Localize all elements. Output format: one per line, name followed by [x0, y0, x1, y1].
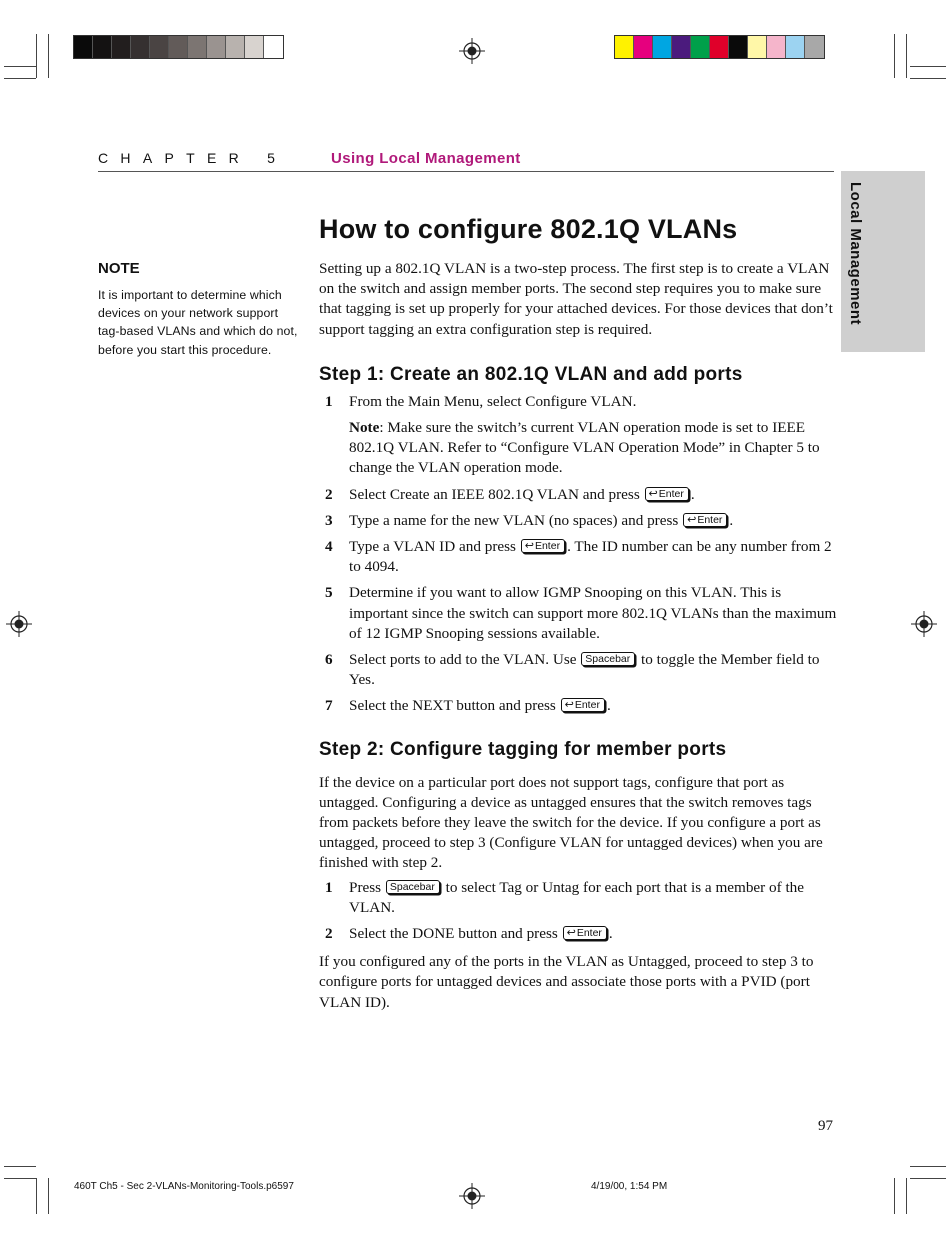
- registration-mark-icon: [6, 611, 32, 637]
- list-item: [319, 650, 837, 690]
- step-text: Select the NEXT button and press: [349, 697, 560, 715]
- registration-mark-icon: [459, 1183, 485, 1209]
- step-note: [349, 418, 837, 479]
- color-swatch: [615, 36, 634, 58]
- closing-paragraph: If you configured any of the ports in the VLAN as Untagged, proceed to step 3 to configure ports for untagged devices and associate those ports with a PVID (port VLAN ID).: [319, 953, 814, 1011]
- enter-key-icon: ↩Enter: [561, 698, 605, 712]
- note-body: : Make sure the switch’s current VLAN operation mode is set to IEEE 802.1Q VLAN. Refer to “Configure VLAN Operation Mode” in Chapter 5 to change the VLAN operation mode.: [349, 419, 820, 477]
- crop-mark: [910, 78, 946, 79]
- list-item: [319, 878, 837, 918]
- spacebar-key-icon: Spacebar: [386, 880, 440, 894]
- step-number: 6: [325, 651, 333, 669]
- step-text: Select Create an IEEE 802.1Q VLAN and press: [349, 485, 644, 503]
- step-number: 3: [325, 511, 333, 529]
- list-item: [319, 511, 837, 531]
- color-swatch: [112, 36, 131, 58]
- step-number: 2: [325, 485, 333, 503]
- step-text: . The ID number can be any number from 2 to 4094.: [349, 538, 832, 576]
- intro-paragraph: Setting up a 802.1Q VLAN is a two-step process. The first step is to create a VLAN on the switch and assign member ports. The second step requires you to make sure that tagging is set up properly for your attached devices. For those devices that don’t support tagging an extra configuration step is required.: [319, 260, 833, 338]
- list-item: [319, 537, 837, 577]
- step-number: 4: [325, 538, 333, 556]
- color-swatch: [188, 36, 207, 58]
- crop-mark: [906, 34, 907, 78]
- color-swatch: [226, 36, 245, 58]
- enter-key-icon: ↩Enter: [521, 539, 565, 553]
- color-swatch: [786, 36, 805, 58]
- crop-mark: [910, 1166, 946, 1167]
- step-text: Press: [349, 878, 385, 896]
- spacebar-key-icon: Spacebar: [581, 652, 635, 666]
- step-text: Select the DONE button and press: [349, 925, 562, 943]
- main-content: [319, 210, 837, 1013]
- chapter-title: Using Local Management: [331, 150, 521, 167]
- page-title: How to configure 802.1Q VLANs: [319, 214, 738, 244]
- step-number: 5: [325, 584, 333, 602]
- list-item: [319, 696, 837, 716]
- color-swatch: [672, 36, 691, 58]
- step-text: Determine if you want to allow IGMP Snooping on this VLAN. This is important since the switch can support more 802.1Q VLANs than the maximum of 12 IGMP Snooping sessions available.: [349, 584, 837, 642]
- process-color-bar: [614, 35, 825, 59]
- step2-list: [319, 878, 837, 945]
- step-number: 1: [325, 878, 333, 896]
- crop-mark: [36, 34, 37, 78]
- note-text: It is important to determine which devices on your network support tag-based VLANs and which do not, before you start this procedure.: [98, 288, 298, 357]
- registration-mark-icon: [911, 611, 937, 637]
- color-swatch: [74, 36, 93, 58]
- chapter-label: CHAPTER 5: [98, 150, 288, 166]
- note-label: Note: [349, 419, 380, 437]
- color-swatch: [131, 36, 150, 58]
- color-swatch: [653, 36, 672, 58]
- color-swatch: [245, 36, 264, 58]
- registration-mark-icon: [459, 38, 485, 64]
- color-swatch: [748, 36, 767, 58]
- step-text: Type a name for the new VLAN (no spaces) and press: [349, 511, 683, 529]
- color-swatch: [691, 36, 710, 58]
- step-text: .: [608, 925, 613, 943]
- color-swatch: [729, 36, 748, 58]
- color-swatch: [207, 36, 226, 58]
- crop-mark: [4, 1178, 36, 1179]
- color-swatch: [805, 36, 824, 58]
- crop-mark: [910, 66, 946, 67]
- gray-color-bar: [73, 35, 284, 59]
- step-number: 1: [325, 392, 333, 410]
- step2-heading: Step 2: Configure tagging for member ports: [319, 738, 727, 760]
- step-text: to select Tag or Untag for each port that is a member of the VLAN.: [349, 878, 805, 916]
- note-heading: NOTE: [98, 260, 140, 277]
- crop-mark: [4, 78, 36, 79]
- step-text: Select ports to add to the VLAN. Use: [349, 651, 581, 669]
- color-swatch: [634, 36, 653, 58]
- crop-mark: [4, 1166, 36, 1167]
- step-text: Type a VLAN ID and press: [349, 538, 520, 556]
- crop-mark: [906, 1178, 907, 1214]
- crop-mark: [894, 1178, 895, 1214]
- list-item: [319, 583, 837, 644]
- list-item: [319, 392, 837, 479]
- step2-intro-paragraph: If the device on a particular port does not support tags, configure that port as untagged. Configuring a device as untagged ensures that the switch removes tags from packets before they leave the switch for the device. If you configure a port as untagged, proceed to step 3 (Configure VLAN for untagged devices) when you are finished with step 2.: [319, 773, 823, 872]
- page-number: 97: [818, 1118, 833, 1134]
- step-text: .: [729, 511, 734, 529]
- slug-date: 4/19/00, 1:54 PM: [591, 1181, 668, 1192]
- color-swatch: [767, 36, 786, 58]
- step-number: 7: [325, 697, 333, 715]
- step1-list: [319, 392, 837, 717]
- step-text: .: [690, 485, 695, 503]
- header-rule: [98, 171, 834, 172]
- crop-mark: [48, 1178, 49, 1214]
- crop-mark: [894, 34, 895, 78]
- color-swatch: [150, 36, 169, 58]
- list-item: [319, 924, 837, 944]
- slug-filename: 460T Ch5 - Sec 2-VLANs-Monitoring-Tools.p6597: [74, 1181, 294, 1192]
- crop-mark: [36, 1178, 37, 1214]
- enter-key-icon: ↩Enter: [645, 487, 689, 501]
- step-number: 2: [325, 925, 333, 943]
- enter-key-icon: ↩Enter: [683, 513, 727, 527]
- list-item: [319, 485, 837, 505]
- step-text: to toggle the Member field to Yes.: [349, 651, 820, 689]
- color-swatch: [264, 36, 283, 58]
- step1-heading: Step 1: Create an 802.1Q VLAN and add ports: [319, 363, 743, 385]
- enter-key-icon: ↩Enter: [563, 926, 607, 940]
- crop-mark: [4, 66, 36, 67]
- crop-mark: [910, 1178, 946, 1179]
- color-swatch: [93, 36, 112, 58]
- section-tab-label: Local Management: [847, 182, 864, 326]
- color-swatch: [710, 36, 729, 58]
- crop-mark: [48, 34, 49, 78]
- color-swatch: [169, 36, 188, 58]
- step-text: From the Main Menu, select Configure VLAN.: [349, 392, 637, 410]
- step-text: .: [606, 697, 611, 715]
